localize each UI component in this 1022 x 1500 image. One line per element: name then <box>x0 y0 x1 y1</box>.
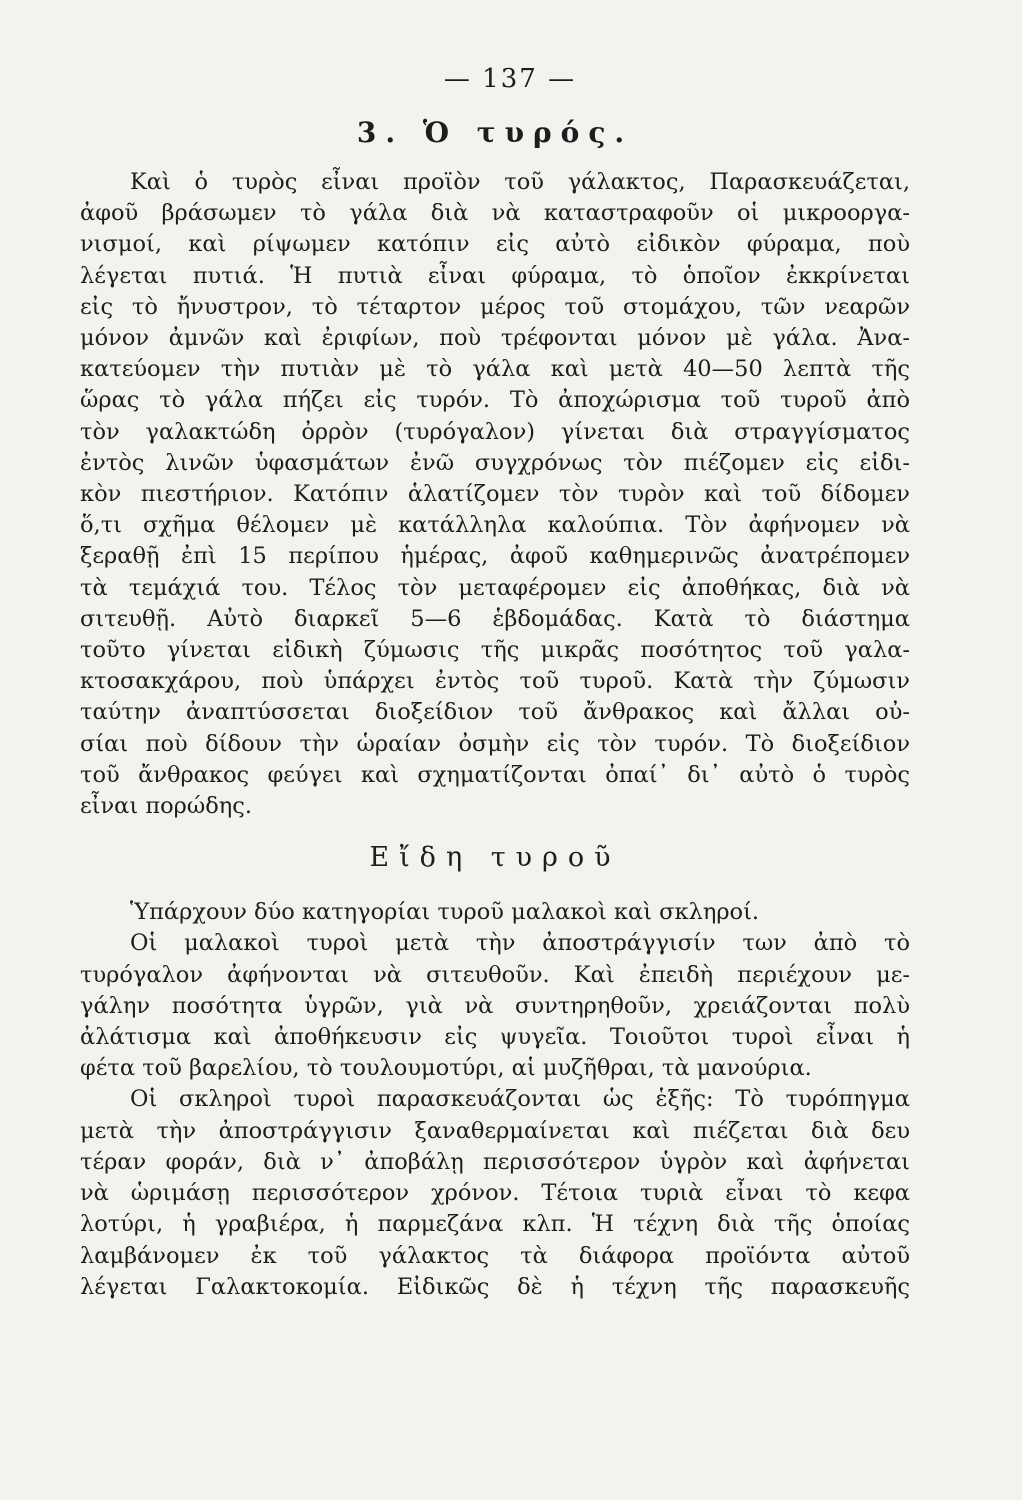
text-line: Ὑπάρχουν δύο κατηγορίαι τυροῦ μαλακοὶ καὶ σκληροί. <box>130 899 760 926</box>
text-line: τοῦ ἄνθρακος φεύγει καὶ σχηματίζονται ὀπαί᾽ δι᾽ αὐτὸ ὁ τυρὸς <box>80 761 910 788</box>
text-line: Οἱ σκληροὶ τυροὶ παρασκευάζονται ὡς ἑξῆς: Τὸ τυρόπηγμα <box>130 1086 910 1113</box>
text-line: κτοσακχάρου, ποὺ ὑπάρχει ἐντὸς τοῦ τυροῦ. Κατὰ τὴν ζύμωσιν <box>80 668 910 695</box>
text-line: μόνον ἀμνῶν καὶ ἐριφίων, ποὺ τρέφονται μόνον μὲ γάλα. Ἀνα- <box>80 325 910 352</box>
text-line: εἶναι πορώδης. <box>80 793 253 820</box>
text-line: τέραν φοράν, διὰ ν᾽ ἀποβάλῃ περισσότερον ὑγρὸν καὶ ἀφήνεται <box>80 1148 910 1175</box>
text-line: τὰ τεμάχιά του. Τέλος τὸν μεταφέρομεν εἰς ἀποθήκας, διὰ νὰ <box>80 574 910 601</box>
text-line: τοῦτο γίνεται εἰδικὴ ζύμωσις τῆς μικρᾶς ποσότητος τοῦ γαλα- <box>80 637 910 664</box>
text-line: τυρόγαλον ἀφήνονται νὰ σιτευθοῦν. Καὶ ἐπειδὴ περιέχουν με- <box>80 961 910 988</box>
paragraph-2 <box>80 897 910 1084</box>
paragraph-1 <box>80 167 910 822</box>
text-line: κατεύομεν τὴν πυτιὰν μὲ τὸ γάλα καὶ μετὰ 40—50 λεπτὰ τῆς <box>80 356 910 383</box>
subsection-title: Εἴδη τυροῦ <box>369 842 621 874</box>
text-line: ὅ,τι σχῆμα θέλομεν μὲ κατάλληλα καλούπια. Τὸν ἀφήνομεν νὰ <box>80 512 910 539</box>
text-line: κὸν πιεστήριον. Κατόπιν ἁλατίζομεν τὸν τυρὸν καὶ τοῦ δίδομεν <box>80 481 910 508</box>
text-line: Καὶ ὁ τυρὸς εἶναι προϊὸν τοῦ γάλακτος, Παρασκευάζεται, <box>130 169 910 195</box>
text-line: νισμοί, καὶ ρίψωμεν κατόπιν εἰς αὐτὸ εἰδικὸν φύραμα, ποὺ <box>80 231 910 258</box>
text-line: ὥρας τὸ γάλα πήζει εἰς τυρόν. Τὸ ἀποχώρισμα τοῦ τυροῦ ἀπὸ <box>80 387 910 414</box>
paragraph-3 <box>80 1084 910 1302</box>
text-line: λέγεται πυτιά. Ἡ πυτιὰ εἶναι φύραμα, τὸ ὁποῖον ἐκκρίνεται <box>80 262 910 289</box>
text-line: ἐντὸς λινῶν ὑφασμάτων ἐνῶ συγχρόνως τὸν πιέζομεν εἰς εἰδι- <box>80 449 910 476</box>
text-line: εἰς τὸ ἤνυστρον, τὸ τέταρτον μέρος τοῦ στομάχου, τῶν νεαρῶν <box>80 293 910 320</box>
text-line: ξεραθῇ ἐπὶ 15 περίπου ἡμέρας, ἀφοῦ καθημερινῶς ἀνατρέπομεν <box>80 543 910 570</box>
text-line: σιτευθῇ. Αὐτὸ διαρκεῖ 5—6 ἑβδομάδας. Κατὰ τὸ διάστημα <box>80 605 910 632</box>
text-line: λοτύρι, ἡ γραβιέρα, ἡ παρμεζάνα κλπ. Ἡ τέχνη διὰ τῆς ὁποίας <box>80 1211 910 1238</box>
section-title: 3. Ὁ τυρός. <box>356 116 634 149</box>
text-line: γάλην ποσότητα ὑγρῶν, γιὰ νὰ συντηρηθοῦν, χρειάζονται πολὺ <box>80 992 910 1019</box>
text-line: λέγεται Γαλακτοκομία. Εἰδικῶς δὲ ἡ τέχνη τῆς παρασκευῆς <box>80 1273 910 1300</box>
text-line: λαμβάνομεν ἐκ τοῦ γάλακτος τὰ διάφορα προϊόντα αὐτοῦ <box>80 1242 910 1269</box>
text-line: τὸν γαλακτώδη ὀρρὸν (τυρόγαλον) γίνεται διὰ στραγγίσματος <box>80 418 910 445</box>
text-line: ἀφοῦ βράσωμεν τὸ γάλα διὰ νὰ καταστραφοῦν οἱ μικροοργα- <box>80 200 910 227</box>
text-line: νὰ ὡριμάσῃ περισσότερον χρόνον. Τέτοια τυριὰ εἶναι τὸ κεφα <box>80 1180 910 1207</box>
text-line: ταύτην ἀναπτύσσεται διοξείδιον τοῦ ἄνθρακος καὶ ἄλλαι οὐ- <box>80 699 910 726</box>
text-line: Οἱ μαλακοὶ τυροὶ μετὰ τὴν ἀποστράγγισίν των ἀπὸ τὸ <box>130 930 910 957</box>
text-line: φέτα τοῦ βαρελίου, τὸ τουλουμοτύρι, αἱ μυζῆθραι, τὰ μανούρια. <box>80 1055 812 1082</box>
text-line: σίαι ποὺ δίδουν τὴν ὡραίαν ὀσμὴν εἰς τὸν τυρόν. Τὸ διοξείδιον <box>80 730 910 757</box>
text-line: μετὰ τὴν ἀποστράγγισιν ξαναθερμαίνεται καὶ πιέζεται διὰ δευ <box>80 1117 910 1144</box>
page-number: — 137 — <box>443 64 577 94</box>
text-line: ἀλάτισμα καὶ ἀποθήκευσιν εἰς ψυγεῖα. Τοιοῦτοι τυροὶ εἶναι ἡ <box>80 1024 910 1051</box>
